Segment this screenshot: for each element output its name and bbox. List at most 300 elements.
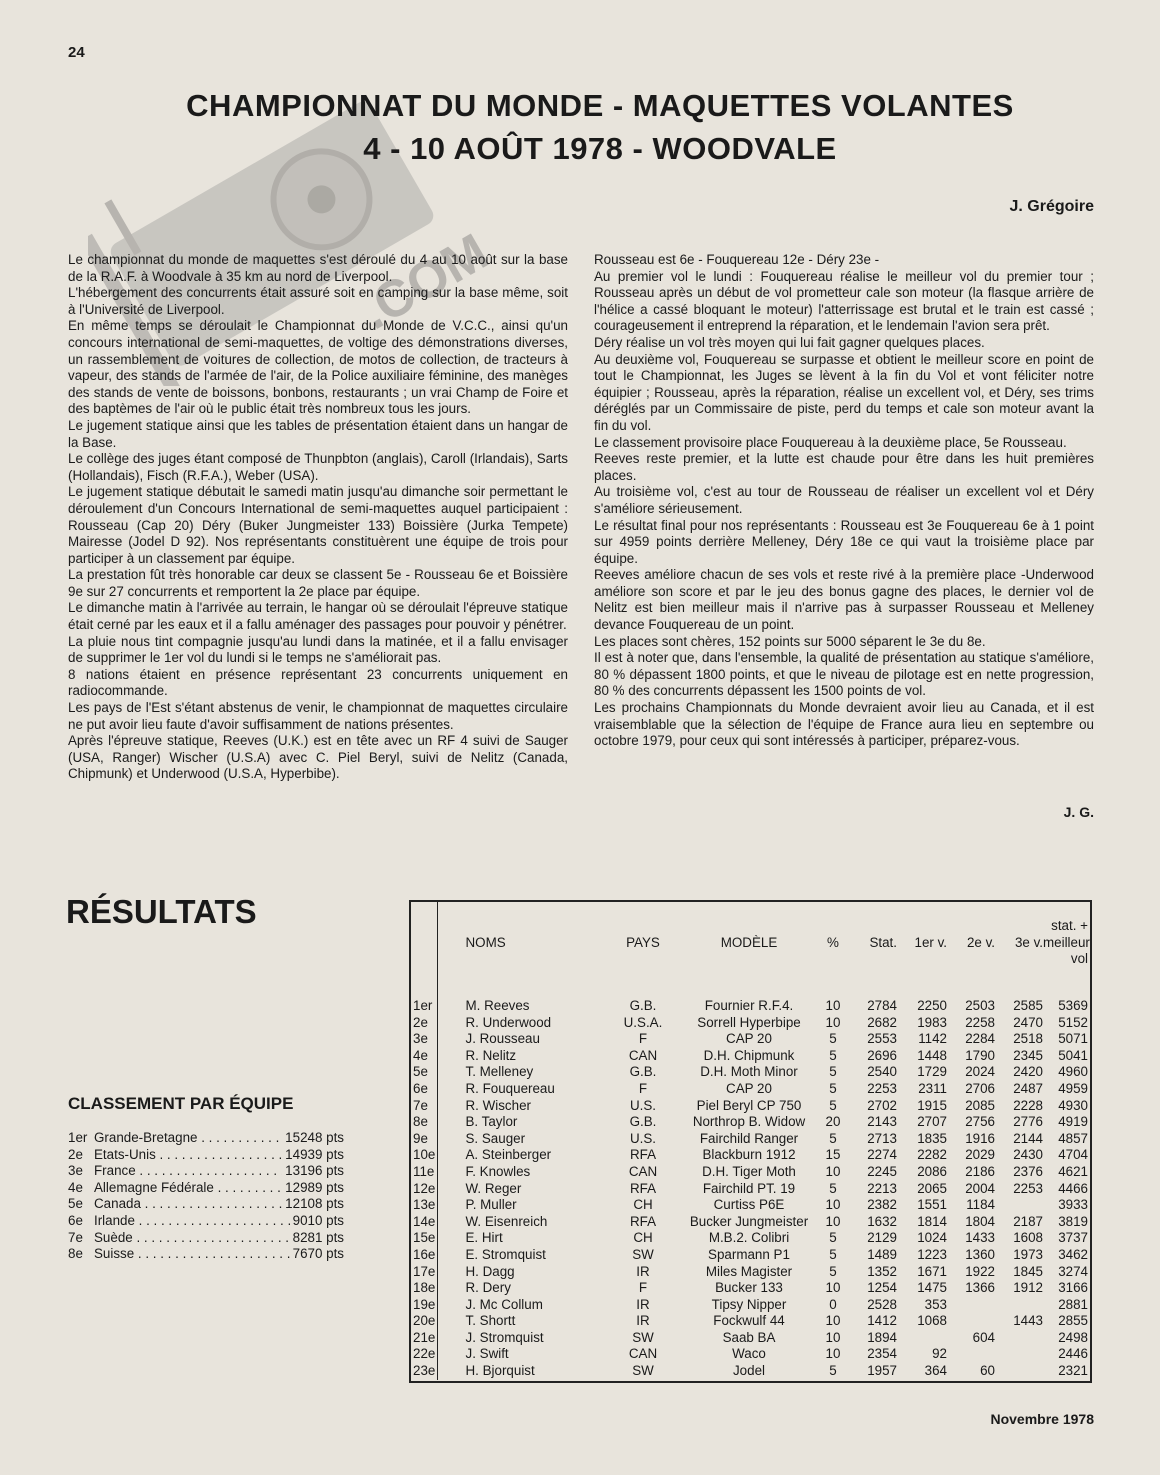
cell-flight-2: 2186 xyxy=(965,1163,995,1179)
cell-flight-3: 1973 xyxy=(1013,1246,1043,1262)
header-country: PAYS xyxy=(626,934,660,950)
table-row xyxy=(411,1048,1090,1065)
cell-rank: 13e xyxy=(413,1197,436,1213)
article-paragraph: Au premier vol le lundi : Fouquereau réalise le meilleur vol du premier tour ; Rousseau après un début de vol prometteur cale son moteur (la flasque arrière de l'hélice a cassé bloquant le moteur) l'atterrissage est brutal et le train est cassé ; courageusement il entreprend la réparation, et le lendemain l'avion sera prêt. xyxy=(594,268,1094,334)
cell-rank: 4e xyxy=(411,1048,437,1065)
cell-name: M. Reeves xyxy=(465,998,530,1013)
cell-name: R. Underwood xyxy=(465,1014,552,1030)
cell-static: 2528 xyxy=(867,1296,897,1312)
cell-percent: 5 xyxy=(829,1246,837,1262)
cell-best: 3819 xyxy=(1058,1213,1088,1229)
team-ranking-row xyxy=(68,1130,344,1147)
cell-model: D.H. Moth Minor xyxy=(700,1064,798,1080)
team-name: Irlande . . . xyxy=(94,1213,290,1230)
cell-model: Miles Magister xyxy=(705,1263,793,1279)
team-points: 9010 pts xyxy=(290,1213,344,1230)
cell-country: CH xyxy=(633,1197,653,1213)
cell-flight-1: 1142 xyxy=(918,1031,947,1047)
article-paragraph: Rousseau est 6e - Fouquereau 12e - Déry 23e - xyxy=(594,252,880,267)
cell-name: R. Wischer xyxy=(465,1097,531,1113)
cell-flight-2: 604 xyxy=(972,1329,995,1345)
cell-name: F. Knowles xyxy=(465,1163,531,1179)
table-row xyxy=(411,1346,1090,1363)
article-paragraph: Reeves améliore chacun de ses vols et reste rivé à la première place -Underwood améliore son score et par le jeu des bonus gagne des places, le dernier vol de Nelitz est bien meilleur mais il n'arrive pas à surpasser Rousseau et Melleney devance Fouquereau de un point. xyxy=(594,567,1094,633)
article-paragraph: Le jugement statique débutait le samedi matin jusqu'au dimanche soir permettant le déroulement d'un Concours International de semi-maquettes auquel participaient : Rousseau (Cap 20) Déry (Buker Jungmeister 133) Boissière (Jurka Tempete) Mairesse (Jodel D 92). Nos représentants constituèrent une équipe de trois pour participer à un classement par équipe. xyxy=(68,484,568,566)
cell-name: W. Eisenreich xyxy=(465,1213,548,1229)
cell-rank: 8e xyxy=(411,1114,437,1131)
table-row xyxy=(411,1230,1090,1247)
results-heading: RÉSULTATS xyxy=(66,893,257,930)
cell-flight-1: 2282 xyxy=(917,1147,947,1163)
cell-flight-2: 1804 xyxy=(965,1213,995,1229)
cell-name: E. Hirt xyxy=(465,1230,503,1246)
cell-static: 1894 xyxy=(867,1329,897,1345)
cell-rank: 3e xyxy=(411,1031,437,1048)
cell-static: 2682 xyxy=(867,1014,897,1030)
cell-rank: 18e xyxy=(413,1280,436,1296)
cell-flight-2 xyxy=(947,1297,995,1314)
cell-percent: 20 xyxy=(825,1114,841,1130)
article-paragraph: Reeves reste premier, et la lutte est chaude pour être dans les huit premières places. xyxy=(594,451,1094,483)
header-best: stat. + meilleur vol xyxy=(1043,918,1090,967)
cell-static: 2213 xyxy=(867,1180,897,1196)
team-ranking-row xyxy=(68,1230,344,1247)
cell-rank: 10e xyxy=(413,1147,436,1163)
cell-flight-1: 1068 xyxy=(917,1313,947,1329)
cell-flight-1: 1729 xyxy=(917,1064,947,1080)
table-row xyxy=(411,1280,1090,1297)
cell-best: 3274 xyxy=(1058,1263,1088,1279)
cell-static: 2696 xyxy=(867,1047,897,1063)
team-points: 12989 pts xyxy=(282,1180,344,1197)
team-name: Suisse . . . xyxy=(94,1246,290,1263)
cell-rank: 1er xyxy=(411,984,437,1015)
cell-rank: 12e xyxy=(413,1180,436,1196)
cell-model: Bucker 133 xyxy=(715,1280,783,1296)
cell-best: 4959 xyxy=(1058,1080,1088,1096)
cell-flight-2: 2085 xyxy=(965,1097,995,1113)
cell-country: SW xyxy=(632,1363,654,1379)
cell-model: D.H. Tiger Moth xyxy=(702,1163,796,1179)
team-rank: 7e xyxy=(68,1229,83,1245)
cell-static: 2382 xyxy=(867,1197,897,1213)
article-title xyxy=(60,84,1140,170)
cell-flight-3: 2487 xyxy=(1013,1080,1043,1096)
cell-best: 5369 xyxy=(1058,998,1088,1013)
cell-model: Fairchild PT. 19 xyxy=(702,1180,796,1196)
table-row xyxy=(411,1313,1090,1330)
cell-percent: 10 xyxy=(825,1197,841,1213)
cell-model: Fockwulf 44 xyxy=(713,1313,785,1329)
header-flight-1: 1er v. xyxy=(914,934,947,950)
cell-flight-1: 353 xyxy=(924,1296,947,1312)
cell-rank: 6e xyxy=(411,1081,437,1098)
cell-flight-2: 1922 xyxy=(965,1263,995,1279)
cell-percent: 10 xyxy=(825,1280,841,1296)
article-paragraph: Après l'épreuve statique, Reeves (U.K.) est en tête avec un RF 4 suivi de Sauger (USA, Ranger) Wischer (U.S.A) avec C. Piel Beryl, suivi de Nelitz (Canada, Chipmunk) et Underwood (U.S.A, Hyperbibe). xyxy=(68,733,568,782)
cell-model: Sorrell Hyperbipe xyxy=(697,1014,801,1030)
cell-name: H. Bjorquist xyxy=(465,1363,535,1379)
cell-model: CAP 20 xyxy=(726,1031,772,1047)
team-points: 14939 pts xyxy=(282,1147,344,1164)
cell-name: W. Reger xyxy=(465,1180,522,1196)
article-paragraph: Les places sont chères, 152 points sur 5000 séparent le 3e du 8e. xyxy=(594,633,986,649)
cell-flight-2: 2706 xyxy=(965,1080,995,1096)
cell-rank: 2e xyxy=(411,1015,437,1032)
cell-rank: 16e xyxy=(413,1246,436,1262)
table-row xyxy=(411,1031,1090,1048)
cell-flight-3: 1608 xyxy=(1013,1230,1043,1246)
article-paragraph: Au troisième vol, c'est au tour de Rousseau de réaliser un excellent vol et Déry s'améliore sérieusement. xyxy=(594,484,1094,516)
cell-flight-2: 2024 xyxy=(965,1064,995,1080)
cell-flight-1: 2311 xyxy=(918,1080,947,1096)
cell-flight-2: 1790 xyxy=(965,1047,995,1063)
cell-static: 1254 xyxy=(867,1280,897,1296)
cell-flight-3: 2430 xyxy=(1013,1147,1043,1163)
team-ranking-row xyxy=(68,1147,344,1164)
cell-name: B. Taylor xyxy=(465,1114,518,1130)
team-rank: 4e xyxy=(68,1179,83,1195)
cell-percent: 5 xyxy=(829,1130,837,1146)
cell-percent: 5 xyxy=(829,1263,837,1279)
cell-flight-3 xyxy=(995,1297,1043,1314)
table-row xyxy=(411,1114,1090,1131)
cell-percent: 5 xyxy=(829,1230,837,1246)
cell-best: 3933 xyxy=(1058,1197,1088,1213)
team-ranking-heading: CLASSEMENT PAR ÉQUIPE xyxy=(68,1094,294,1113)
table-row xyxy=(411,1064,1090,1081)
cell-flight-3: 1443 xyxy=(1013,1313,1043,1329)
results-header-row xyxy=(411,902,1090,984)
cell-model: Curtiss P6E xyxy=(713,1197,785,1213)
cell-country: U.S.A. xyxy=(623,1014,663,1030)
article-column-left xyxy=(68,252,568,783)
cell-flight-3: 2776 xyxy=(1013,1114,1043,1130)
cell-model: Jodel xyxy=(732,1363,765,1379)
cell-flight-2: 1916 xyxy=(965,1130,995,1146)
cell-static: 2553 xyxy=(867,1031,897,1047)
table-row xyxy=(411,1214,1090,1231)
cell-flight-2: 2284 xyxy=(965,1031,995,1047)
cell-flight-1: 364 xyxy=(924,1363,947,1379)
article-paragraph: Déry réalise un vol très moyen qui lui fait gagner quelques places. xyxy=(594,334,985,350)
issue-date: Novembre 1978 xyxy=(990,1411,1094,1427)
cell-percent: 10 xyxy=(825,1163,841,1179)
table-row xyxy=(411,984,1090,1015)
cell-rank: 15e xyxy=(413,1230,436,1246)
cell-name: A. Steinberger xyxy=(465,1147,552,1163)
cell-name: J. Rousseau xyxy=(465,1031,540,1047)
cell-flight-2 xyxy=(947,1346,995,1363)
cell-model: Bucker Jungmeister xyxy=(689,1213,809,1229)
cell-country: G.B. xyxy=(629,1064,657,1080)
cell-flight-1: 1448 xyxy=(917,1047,947,1063)
cell-name: R. Fouquereau xyxy=(465,1080,555,1096)
team-points: 7670 pts xyxy=(290,1246,344,1263)
table-row xyxy=(411,1247,1090,1264)
cell-rank: 21e xyxy=(413,1329,436,1345)
cell-country: RFA xyxy=(629,1213,657,1229)
cell-rank: 11e xyxy=(411,1164,437,1181)
header-static: Stat. xyxy=(869,934,897,950)
cell-name: T. Melleney xyxy=(465,1064,534,1080)
cell-flight-1: 1551 xyxy=(917,1197,947,1213)
cell-flight-2: 2756 xyxy=(965,1114,995,1130)
cell-best: 4930 xyxy=(1058,1097,1088,1113)
title-line-2: 4 - 10 AOÛT 1978 - WOODVALE xyxy=(363,131,837,166)
article-paragraph: Les pays de l'Est s'étant abstenus de venir, le championnat de maquettes circulaire ne put avoir lieu faute d'avoir suffisamment de nations présentes. xyxy=(68,700,568,732)
watermark-text: .COM xyxy=(351,222,498,341)
cell-flight-3: 2376 xyxy=(1013,1163,1043,1179)
cell-best: 3166 xyxy=(1058,1280,1088,1296)
cell-rank: 14e xyxy=(413,1213,436,1229)
cell-flight-2: 60 xyxy=(980,1363,995,1379)
cell-flight-2: 2258 xyxy=(965,1014,995,1030)
cell-best: 2881 xyxy=(1058,1296,1088,1312)
table-row xyxy=(411,1098,1090,1115)
cell-country: RFA xyxy=(629,1147,657,1163)
team-rank: 5e xyxy=(68,1196,83,1212)
article-paragraph: Au deuxième vol, Fouquereau se surpasse et obtient le meilleur score en point de tout le Championnat, les Juges se lèvent à la fin du Vol et vont féliciter notre équipier ; Rousseau, après la réparation, réalise un excellent vol, et Déry, ses trims déréglés par un Commissaire de piste, perd du temps et cale son moteur avant la fin du vol. xyxy=(594,351,1094,433)
cell-static: 2129 xyxy=(867,1230,897,1246)
cell-name: J. Stromquist xyxy=(465,1329,544,1345)
cell-rank: 5e xyxy=(411,1064,437,1081)
cell-model: Northrop B. Widow xyxy=(692,1114,806,1130)
cell-flight-3: 2187 xyxy=(1013,1213,1043,1229)
table-row xyxy=(411,1297,1090,1314)
cell-country: CAN xyxy=(628,1163,658,1179)
cell-name: H. Dagg xyxy=(465,1263,515,1279)
cell-best: 3462 xyxy=(1058,1246,1088,1262)
team-rank: 8e xyxy=(68,1246,83,1262)
team-name: Grande-Bretagne . . . xyxy=(94,1130,282,1147)
team-ranking-row xyxy=(68,1180,344,1197)
header-names: NOMS xyxy=(465,934,506,950)
table-row xyxy=(411,1363,1090,1380)
cell-percent: 5 xyxy=(829,1363,837,1379)
article-paragraph: Le championnat du monde de maquettes s'est déroulé du 4 au 10 août sur la base de la R.A.F. à Woodvale à 35 km au nord de Liverpool. xyxy=(68,252,568,284)
team-points: 12108 pts xyxy=(282,1196,344,1213)
cell-percent: 10 xyxy=(825,1329,841,1345)
cell-flight-2: 1184 xyxy=(966,1197,995,1213)
team-name: France . . . xyxy=(94,1163,282,1180)
article-paragraph: Les prochains Championnats du Monde devraient avoir lieu au Canada, et il est vraisemblable que la sélection de l'équipe de France aura lieu en septembre ou octobre 1979, pour ceux qui sont intéressés à participer, préparez-vous. xyxy=(594,700,1094,749)
cell-percent: 5 xyxy=(829,1064,837,1080)
cell-flight-2: 2503 xyxy=(965,998,995,1013)
cell-rank: 19e xyxy=(413,1296,436,1312)
cell-static: 2245 xyxy=(867,1163,897,1179)
results-table-body xyxy=(411,984,1090,1380)
cell-flight-3: 2470 xyxy=(1013,1014,1043,1030)
cell-flight-1: 1223 xyxy=(917,1246,947,1262)
cell-static: 2143 xyxy=(867,1114,897,1130)
cell-rank: 23e xyxy=(413,1363,436,1379)
cell-best: 4621 xyxy=(1058,1163,1088,1179)
table-row xyxy=(411,1330,1090,1347)
cell-country: RFA xyxy=(629,1180,657,1196)
cell-flight-3: 2144 xyxy=(1013,1130,1043,1146)
cell-best: 2321 xyxy=(1058,1363,1088,1379)
team-points: 15248 pts xyxy=(282,1130,344,1147)
team-rank: 1er xyxy=(68,1130,88,1145)
cell-flight-3 xyxy=(995,1363,1043,1380)
cell-best: 4960 xyxy=(1058,1064,1088,1080)
cell-rank: 22e xyxy=(413,1346,436,1362)
table-row xyxy=(411,1131,1090,1148)
cell-country: IR xyxy=(636,1296,650,1312)
cell-flight-1: 1671 xyxy=(917,1263,947,1279)
cell-country: SW xyxy=(632,1246,654,1262)
cell-flight-2: 1433 xyxy=(965,1230,995,1246)
cell-flight-3: 2518 xyxy=(1013,1031,1043,1047)
article-paragraph: L'hébergement des concurrents était assuré soit en camping sur la base même, soit à l'Université de Liverpool. xyxy=(68,285,568,317)
cell-static: 2274 xyxy=(867,1147,897,1163)
team-points: 8281 pts xyxy=(290,1230,344,1247)
cell-country: CH xyxy=(633,1230,653,1246)
cell-flight-3: 1845 xyxy=(1013,1263,1043,1279)
team-ranking-row xyxy=(68,1246,344,1263)
cell-country: U.S. xyxy=(629,1130,657,1146)
cell-name: P. Muller xyxy=(465,1197,517,1213)
cell-rank: 9e xyxy=(411,1131,437,1148)
cell-flight-2: 1366 xyxy=(965,1280,995,1296)
table-row xyxy=(411,1015,1090,1032)
cell-flight-1: 1024 xyxy=(917,1230,947,1246)
team-rank: 3e xyxy=(68,1163,83,1179)
article-paragraph: Il est à noter que, dans l'ensemble, la qualité de présentation au statique s'améliore, 80 % dépassent 1800 points, et que le niveau de pilotage est en nette progression, 80 % des concurrents dépassent les 1500 points de vol. xyxy=(594,650,1094,699)
cell-flight-1: 1983 xyxy=(917,1014,947,1030)
cell-best: 4704 xyxy=(1058,1147,1088,1163)
cell-model: Saab BA xyxy=(722,1329,776,1345)
cell-name: T. Shortt xyxy=(465,1313,516,1329)
cell-best: 4919 xyxy=(1058,1114,1088,1130)
cell-best: 5071 xyxy=(1058,1031,1088,1047)
page-number: 24 xyxy=(68,44,85,61)
cell-name: R. Nelitz xyxy=(465,1047,517,1063)
article-column-right xyxy=(594,252,1094,750)
cell-flight-3 xyxy=(995,1330,1043,1347)
team-rank: 2e xyxy=(68,1146,83,1162)
cell-model: D.H. Chipmunk xyxy=(703,1047,795,1063)
cell-percent: 10 xyxy=(825,1346,841,1362)
cell-flight-2: 2029 xyxy=(965,1147,995,1163)
cell-flight-2 xyxy=(947,1313,995,1330)
cell-flight-1: 2086 xyxy=(917,1163,947,1179)
cell-flight-1: 2250 xyxy=(917,998,947,1013)
cell-rank: 17e xyxy=(413,1263,436,1279)
article-paragraph: La prestation fût très honorable car deux se classent 5e - Rousseau 6e et Boissière 9e sur 27 concurrents et remportent la 2e place par équipe. xyxy=(68,567,568,599)
cell-static: 2540 xyxy=(867,1064,897,1080)
header-flight-2: 2e v. xyxy=(966,934,995,950)
cell-model: Waco xyxy=(732,1346,766,1362)
cell-flight-3: 2585 xyxy=(1013,998,1043,1013)
results-table xyxy=(411,902,1090,1380)
cell-static: 1412 xyxy=(867,1313,897,1329)
author: J. Grégoire xyxy=(1009,198,1094,215)
cell-best: 3737 xyxy=(1058,1230,1088,1246)
cell-model: CAP 20 xyxy=(726,1080,772,1096)
article-paragraph: La pluie nous tint compagnie jusqu'au lundi dans la matinée, et il a fallu envisager de supprimer le 1er vol du lundi si le temps ne s'améliorait pas. xyxy=(68,633,568,666)
cell-country: U.S. xyxy=(629,1097,657,1113)
cell-percent: 10 xyxy=(825,1213,841,1229)
cell-flight-1: 1835 xyxy=(917,1130,947,1146)
cell-model: Fairchild Ranger xyxy=(699,1130,799,1146)
cell-flight-2: 1360 xyxy=(965,1246,995,1262)
cell-flight-1 xyxy=(897,1330,947,1347)
header-flight-3: 3e v. xyxy=(1014,934,1043,950)
cell-country: IR xyxy=(636,1263,650,1279)
cell-flight-3: 2253 xyxy=(1013,1180,1043,1196)
cell-flight-1: 2707 xyxy=(917,1114,947,1130)
team-ranking-row xyxy=(68,1213,344,1230)
cell-percent: 5 xyxy=(829,1097,837,1113)
cell-rank: 7e xyxy=(411,1098,437,1115)
cell-flight-1: 1475 xyxy=(917,1280,947,1296)
cell-model: Piel Beryl CP 750 xyxy=(696,1097,802,1113)
cell-percent: 5 xyxy=(829,1047,837,1063)
cell-flight-3 xyxy=(995,1197,1043,1214)
cell-country: CAN xyxy=(628,1047,658,1063)
cell-model: Blackburn 1912 xyxy=(702,1147,796,1163)
article-paragraph: En même temps se déroulait le Championnat du Monde de V.C.C., ainsi qu'un concours international de semi-maquettes, de voltige des démonstrations diverses, un rassemblement de voitures de collection, de motos de collection, de tracteurs à vapeur, des stands de l'armée de l'air, de la Police auxiliaire féminine, des manèges des stands de vente de boissons, bonbons, restaurants ; un vrai Champ de Foire et des baptèmes de l'air où le public était très nombreux tous les jours. xyxy=(68,318,568,417)
article-paragraph: Le dimanche matin à l'arrivée au terrain, le hangar où se déroulait l'épreuve statique était cerné par les eaux et il a fallu aménager des passages pour pouvoir y pénétrer. xyxy=(68,600,568,633)
article-paragraph: Le collège des juges étant composé de Thunpbton (anglais), Caroll (Irlandais), Sarts (Hollandais), Fisch (R.F.A.), Weber (USA). xyxy=(68,451,568,483)
cell-static: 1489 xyxy=(867,1246,897,1262)
cell-flight-2: 2004 xyxy=(965,1180,995,1196)
cell-percent: 5 xyxy=(829,1031,837,1047)
cell-model: Fournier R.F.4. xyxy=(704,998,794,1013)
cell-model: Sparmann P1 xyxy=(708,1246,790,1262)
cell-best: 2855 xyxy=(1058,1313,1088,1329)
cell-best: 5041 xyxy=(1058,1047,1088,1063)
cell-static: 2713 xyxy=(867,1130,897,1146)
cell-name: S. Sauger xyxy=(465,1130,526,1146)
cell-static: 1632 xyxy=(867,1213,897,1229)
table-row xyxy=(411,1147,1090,1164)
cell-static: 2702 xyxy=(867,1097,897,1113)
cell-name: J. Mc Collum xyxy=(465,1296,543,1312)
cell-static: 2354 xyxy=(867,1346,897,1362)
cell-country: CAN xyxy=(628,1346,658,1362)
article-paragraph: Le classement provisoire place Fouquereau à la deuxième place, 5e Rousseau. xyxy=(594,434,1067,450)
results-table-frame xyxy=(409,900,1092,1383)
cell-percent: 15 xyxy=(825,1147,841,1163)
table-row xyxy=(411,1264,1090,1281)
table-row xyxy=(411,1081,1090,1098)
cell-percent: 10 xyxy=(825,998,841,1013)
cell-flight-1: 2065 xyxy=(917,1180,947,1196)
team-name: Suède . . . xyxy=(94,1230,290,1247)
team-ranking-row xyxy=(68,1163,344,1180)
cell-best: 2498 xyxy=(1058,1329,1088,1345)
cell-flight-1: 92 xyxy=(932,1346,947,1362)
cell-percent: 0 xyxy=(829,1296,837,1312)
signature: J. G. xyxy=(1063,804,1094,820)
cell-name: J. Swift xyxy=(465,1346,509,1362)
table-row xyxy=(411,1181,1090,1198)
team-ranking-list xyxy=(68,1130,344,1263)
cell-static: 2784 xyxy=(867,998,897,1013)
title-line-1: CHAMPIONNAT DU MONDE - MAQUETTES VOLANTES xyxy=(186,88,1014,123)
article-paragraph: Le jugement statique ainsi que les tables de présentation étaient dans un hangar de la Base. xyxy=(68,417,568,450)
team-points: 13196 pts xyxy=(282,1163,344,1180)
cell-country: F xyxy=(638,1080,648,1096)
header-percent: % xyxy=(827,934,839,950)
cell-country: F xyxy=(638,1031,648,1047)
cell-country: F xyxy=(638,1280,648,1296)
cell-flight-3: 1912 xyxy=(1013,1280,1043,1296)
cell-rank: 20e xyxy=(413,1313,436,1329)
